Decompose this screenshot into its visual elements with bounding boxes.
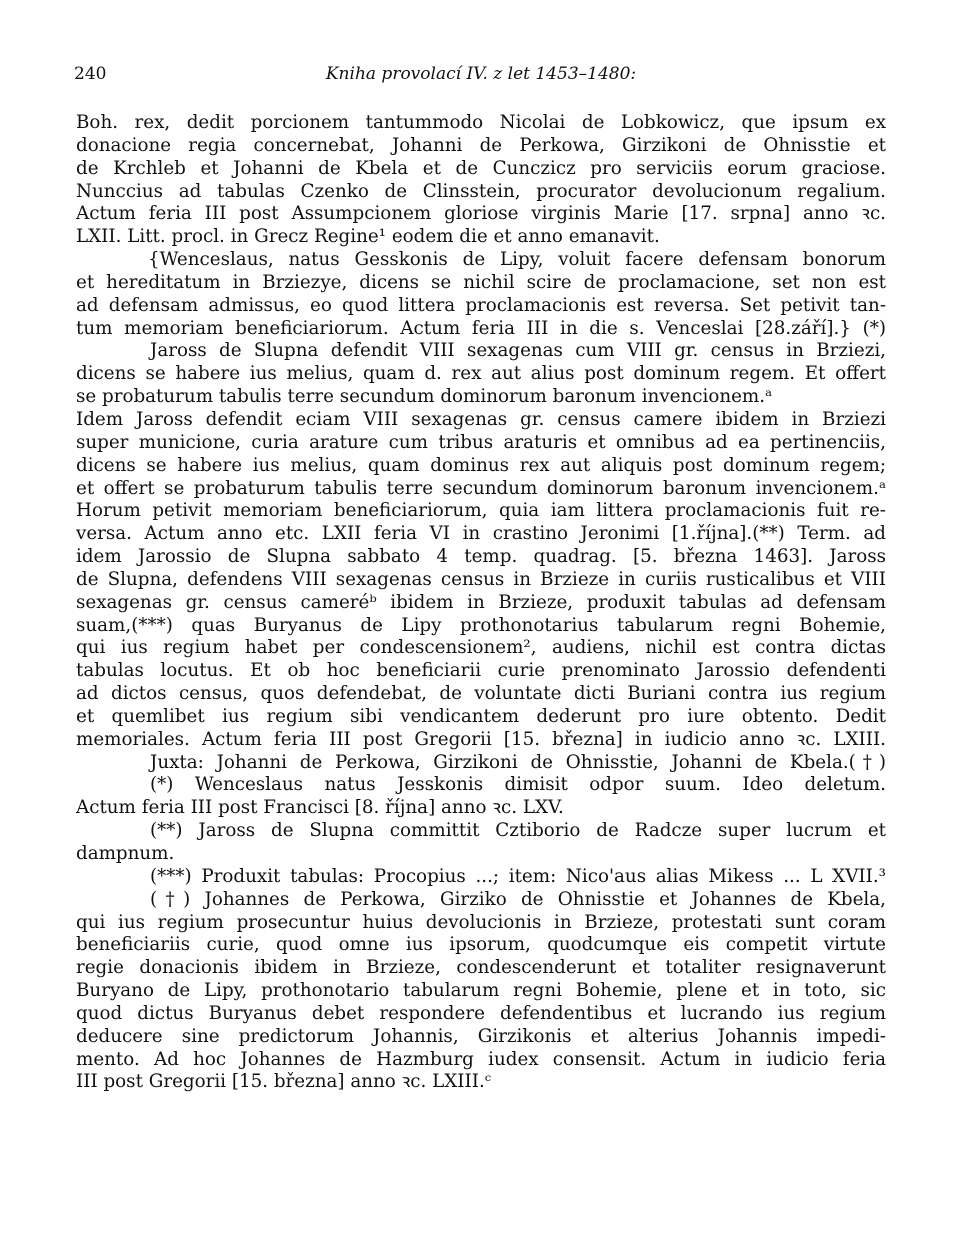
text-line: regie donacionis ibidem in Brzieze, condescenderunt et totaliter resignaverunt xyxy=(76,957,886,979)
text-line: Buryano de Lipy, prothonotario tabularum regni Bohemie, plene et in toto, sic xyxy=(76,980,886,1002)
text-line: de Slupna, defendens VIII sexagenas census in Brzieze in curiis rusticalibus et VIII xyxy=(76,568,886,590)
text-line: Horum petivit memoriam beneficiariorum, quia iam littera proclamacionis fuit re- xyxy=(76,500,886,522)
text-line: III post Gregorii [15. března] anno ꝛc. LXIII.ᶜ xyxy=(76,1071,492,1093)
text-line: super municione, curia arature cum tribus araturis et omnibus ad ea pertinenciis, xyxy=(76,431,886,453)
text-line: (*) Wenceslaus natus Jesskonis dimisit odpor suum. Ideo deletum. xyxy=(150,774,886,796)
text-line: Idem Jaross defendit eciam VIII sexagenas gr. census camere ibidem in Brziezi xyxy=(76,408,886,430)
text-line: beneficiariis curie, quod omne ius ipsorum, quodcumque eis competit virtute xyxy=(76,934,886,956)
body-text xyxy=(76,112,886,1094)
text-line: LXII. Litt. procl. in Grecz Regine¹ eodem die et anno emanavit. xyxy=(76,226,660,248)
text-line: (†) Johannes de Perkowa, Girziko de Ohnisstie et Johannes de Kbela, xyxy=(150,888,886,910)
text-line: et offert se probaturum tabulis terre secundum dominorum baronum invencionem.ᵃ xyxy=(76,477,886,499)
text-line: versa. Actum anno etc. LXII feria VI in crastino Jeronimi [1.října].(**) Term. ad xyxy=(76,523,886,545)
text-line: Juxta: Johanni de Perkowa, Girzikoni de Ohnisstie, Johanni de Kbela.(†) xyxy=(150,751,886,773)
text-line: Nunccius ad tabulas Czenko de Clinsstein, procurator devolucionum regalium. xyxy=(76,180,886,202)
text-line: et quemlibet ius regium sibi vendicantem dederunt pro iure obtento. Dedit xyxy=(76,705,886,727)
text-line: mento. Ad hoc Johannes de Hazmburg iudex consensit. Actum in iudicio feria xyxy=(76,1048,886,1070)
text-line: Boh. rex, dedit porcionem tantummodo Nicolai de Lobkowicz, que ipsum ex xyxy=(76,112,886,133)
text-line: qui ius regium prosecuntur huius devolucionis in Brzieze, protestati sunt coram xyxy=(76,911,886,933)
text-line: se probaturum tabulis terre secundum dominorum baronum invencionem.ᵃ xyxy=(76,386,773,408)
document-page xyxy=(76,0,886,1237)
text-line: et hereditatum in Brziezye, dicens se nichil scire de proclamacione, set non est xyxy=(76,271,886,293)
text-line: sexagenas gr. census cameréᵇ ibidem in Brzieze, produxit tabulas ad defensam xyxy=(76,591,886,613)
text-line: de Krchleb et Johanni de Kbela et de Cunczicz pro serviciis eorum graciose. xyxy=(76,157,886,179)
running-title: Kniha provolací IV. z let 1453–1480: xyxy=(325,64,637,84)
text-line: Actum feria III post Francisci [8. října] anno ꝛc. LXV. xyxy=(76,797,564,819)
text-line: donacione regia concernebat, Johanni de Perkowa, Girzikoni de Ohnisstie et xyxy=(76,134,886,156)
text-line: suam,(***) quas Buryanus de Lipy prothonotarius tabularum regni Bohemie, xyxy=(76,614,886,636)
text-line: dampnum. xyxy=(76,843,175,864)
text-line: dicens se habere ius melius, quam d. rex aut alius post dominum regem. Et offert xyxy=(76,363,886,385)
text-line: deducere sine predictorum Johannis, Girzikonis et alterius Johannis impedi- xyxy=(76,1025,886,1047)
text-line: ad dictos census, quos defendebat, de voluntate dicti Buriani contra ius regium xyxy=(76,683,886,705)
text-line: (**) Jaross de Slupna committit Cztiborio de Radcze super lucrum et xyxy=(150,820,886,842)
text-line: quod dictus Buryanus debet respondere defendentibus et lucrando ius regium xyxy=(76,1002,886,1024)
page-number: 240 xyxy=(74,64,107,84)
text-line: idem Jarossio de Slupna sabbato 4 temp. quadrag. [5. března 1463]. Jaross xyxy=(76,546,886,568)
text-line: {Wenceslaus, natus Gesskonis de Lipy, voluit facere defensam bonorum xyxy=(148,249,886,271)
text-line: qui ius regium habet per condescensionem², audiens, nichil est contra dictas xyxy=(76,637,886,659)
text-line: tabulas locutus. Et ob hoc beneficiarii curie prenominato Jarossio defendenti xyxy=(76,660,886,682)
text-line: Jaross de Slupna defendit VIII sexagenas cum VIII gr. census in Brziezi, xyxy=(150,340,886,362)
text-line: ad defensam admissus, eo quod littera proclamacionis est reversa. Set petivit tan- xyxy=(76,294,886,316)
text-line: Actum feria III post Assumpcionem gloriose virginis Marie [17. srpna] anno ꝛc. xyxy=(76,203,886,225)
text-line: memoriales. Actum feria III post Gregorii [15. března] in iudicio anno ꝛc. LXIII. xyxy=(76,728,886,750)
text-line: (***) Produxit tabulas: Procopius ...; item: Nico'aus alias Mikess ... L XVII.³ xyxy=(150,865,886,887)
text-line: tum memoriam beneficiariorum. Actum feria III in die s. Venceslai [28.září].} (*) xyxy=(76,317,886,339)
text-line: dicens se habere ius melius, quam dominus rex aut aliquis post dominum regem; xyxy=(76,454,886,476)
page-header xyxy=(76,64,886,88)
